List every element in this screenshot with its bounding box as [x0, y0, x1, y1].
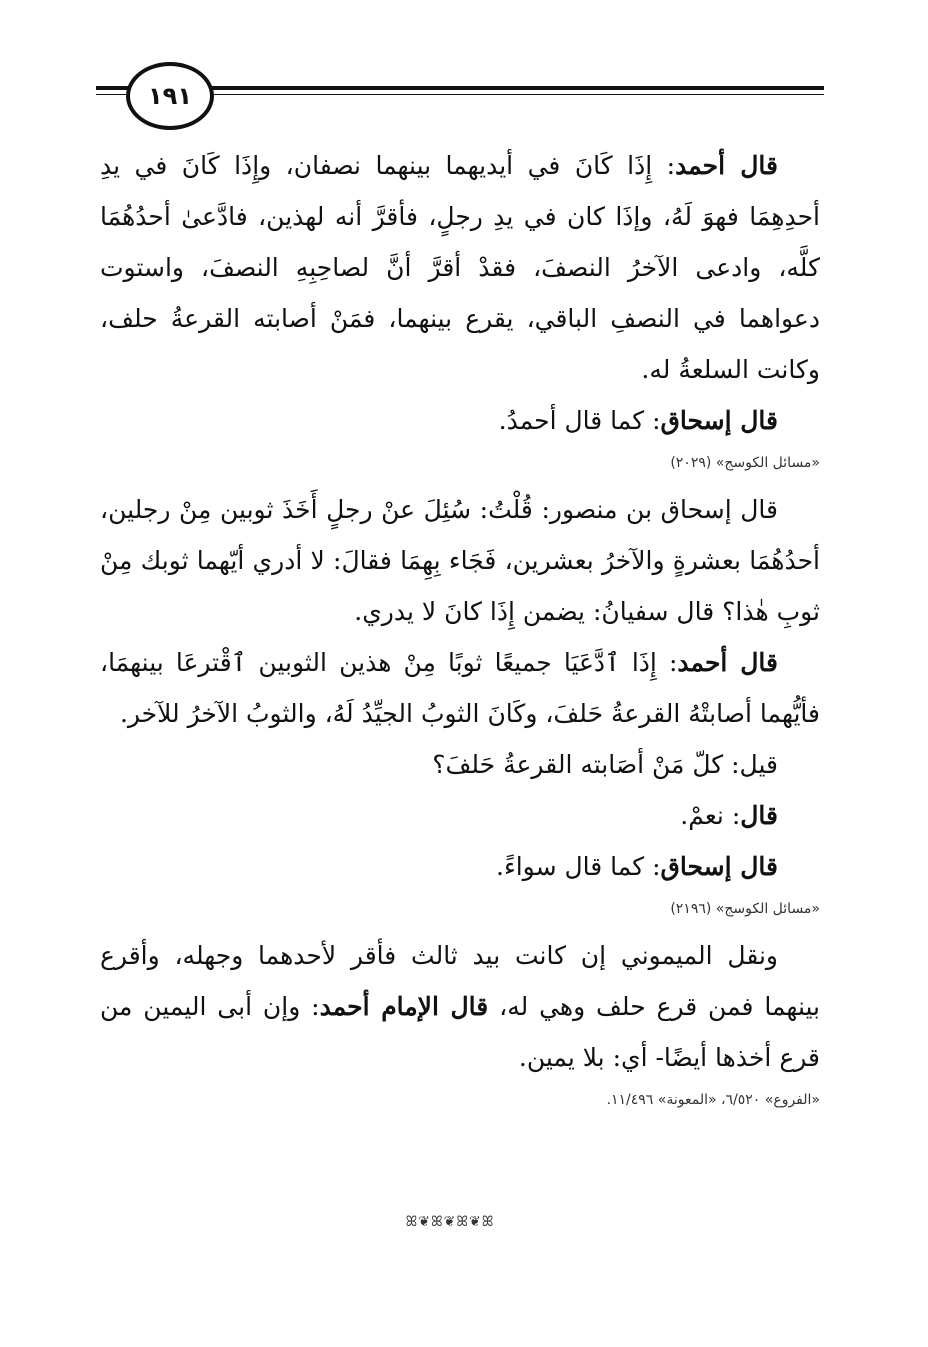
- source-citation: «مسائل الكوسج» (٢١٩٦): [670, 901, 820, 917]
- page-number-badge: [126, 62, 214, 130]
- paragraph-text: قال إسحاق بن منصور: قُلْتُ: سُئِلَ عنْ رجلٍ أَخَذَ ثوبين مِنْ رجلين، أحدُهُمَا بعشرةٍ والآخرُ بعشرين، فَجَاء بِهِمَا فقالَ: لا أدري أيّهما ثوبك مِنْ ثوبِ هٰذا؟ قال سفيانُ: يضمن إِذَا كانَ لا يدري.: [100, 495, 820, 626]
- paragraph-text: : كما قال أحمدُ.: [498, 406, 661, 435]
- source-citation: «الفروع» ٦/٥٢٠، «المعونة» ١١/٤٩٦.: [606, 1092, 820, 1108]
- paragraph: [100, 395, 820, 446]
- speaker-label: قال إسحاق: [660, 406, 778, 435]
- paragraph: [100, 484, 820, 637]
- paragraph-text: : إِذَا كَانَ في أيديهما بينهما نصفان، وإِذَا كَانَ في يدِ أحدِهِمَا فهوَ لَهُ، وإذَا كان في يدِ رجلٍ، فأقرَّ أنه لهذين، فادَّعىٰ أحدُهُمَا كلَّه، وادعى الآخرُ النصفَ، فقدْ أقرَّ أنَّ لصاحِبِهِ النصفَ، واستوت دعواهما في النصفِ الباقي، يقرع بينهما، فمَنْ أصابته القرعةُ حلف، وكانت السلعةُ له.: [100, 151, 820, 384]
- end-ornament: ꕤ❦ꕤ❦ꕤ❦ꕤ: [405, 1214, 495, 1230]
- page-header: [96, 60, 824, 130]
- speaker-label: قال إسحاق: [660, 852, 778, 881]
- source-citation: «مسائل الكوسج» (٢٠٢٩): [670, 455, 820, 471]
- page-number: ١٩١: [148, 82, 192, 110]
- paragraph: [100, 140, 820, 395]
- paragraph-text: ونقل الميموني إن كانت بيد ثالث فأقر لأحدهما وجهله، وأقرع بينهما فمن قرع حلف وهي له،: [100, 941, 820, 1021]
- speaker-label: قال أحمد: [677, 648, 778, 677]
- paragraph-text: : وإن أبى اليمين من قرع أخذها أيضًا- أي: بلا يمين.: [100, 992, 820, 1072]
- paragraph: [100, 637, 820, 739]
- paragraph-text: : كما قال سواءً.: [496, 852, 661, 881]
- paragraph: [100, 739, 820, 790]
- paragraph: [100, 841, 820, 892]
- paragraph: [100, 790, 820, 841]
- speaker-label: قال أحمد: [675, 151, 778, 180]
- page-body: [100, 140, 820, 1121]
- paragraph-text: : إِذَا ٱدَّعَيَا جميعًا ثوبًا مِنْ هذين الثوبين ٱقْترعَا بينهمَا، فأيُّهما أصابتْهُ القرعةُ حَلفَ، وكَانَ الثوبُ الجيِّدُ لَهُ، والثوبُ الآخرُ للآخر.: [100, 648, 820, 728]
- speaker-label: قال الإمام أحمد: [319, 992, 489, 1021]
- paragraph-text: قيل: كلّ مَنْ أصَابته القرعةُ حَلفَ؟: [432, 750, 778, 779]
- paragraph: [100, 930, 820, 1083]
- paragraph-text: : نعمْ.: [680, 801, 741, 830]
- speaker-label: قال: [740, 801, 778, 830]
